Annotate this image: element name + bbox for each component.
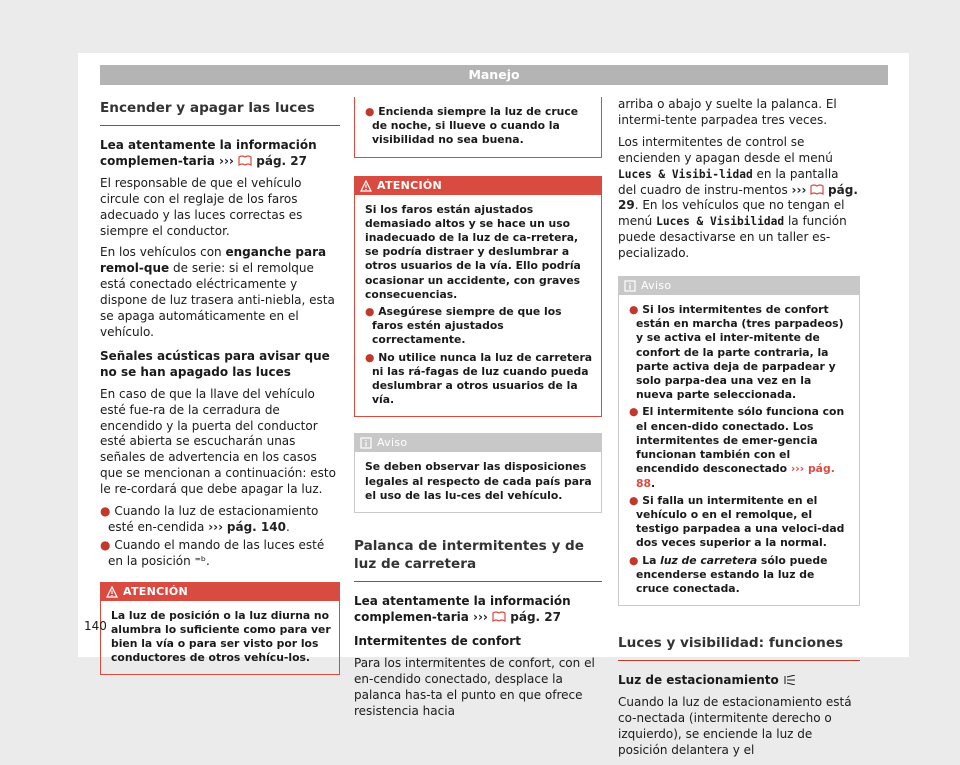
page-link[interactable]: pág. 27 xyxy=(510,609,561,624)
warning-text: Si los faros están ajustados demasiado altos y se hace un uso inadecuado de la luz de ca-rretera, se podría distraer y deslumbrar a otros usuarios de la vía. Ello podría ocasionar un accidente, con graves consecuencias. xyxy=(365,202,581,301)
page-link[interactable]: pág. 88 xyxy=(636,462,835,490)
page-link[interactable]: pág. 27 xyxy=(256,153,307,168)
manual-page xyxy=(78,53,909,757)
info-icon xyxy=(624,280,636,292)
book-icon xyxy=(810,184,824,195)
info-icon xyxy=(360,437,372,449)
chapter-header: Manejo xyxy=(100,65,888,85)
warning-box-continued xyxy=(354,97,602,158)
page-link[interactable]: pág. 29 xyxy=(618,182,858,213)
subheading: Señales acústicas para avisar que no se han apagado las luces xyxy=(100,348,330,379)
lead-reference: Lea atentamente la información complemen-taria ››› pág. 27 xyxy=(100,138,317,168)
column-middle xyxy=(354,89,602,725)
list-item: ● No utilice nunca la luz de carretera ni las rá-fagas de luz cuando pueda deslumbrar a otros usuarios de la vía. xyxy=(365,350,593,407)
warning-heading: ATENCIÓN xyxy=(377,178,443,192)
note-text: Se deben observar las disposiciones legales al respecto de cada país para el uso de las lu-ces del vehículo. xyxy=(365,460,592,502)
note-box xyxy=(354,433,602,513)
note-heading: Aviso xyxy=(641,279,672,293)
section-title-lights: Encender y apagar las luces xyxy=(100,89,340,126)
book-icon xyxy=(238,155,252,166)
note-box xyxy=(618,276,860,606)
paragraph: Los intermitentes de control se encienden y apagan desde el menú Luces & Visibi-lidad en la pantalla del cuadro de instru-mentos ››› pág. 29. En los vehículos que no tengan el menú Luces & Visibilidad la función puede desactivarse en un taller es-pecializado. xyxy=(618,134,858,261)
list-item: ● Cuando la luz de estacionamiento esté en-cendida ››› pág. 140. xyxy=(100,504,319,534)
column-left xyxy=(100,89,340,675)
paragraph: Cuando la luz de estacionamiento está co-nectada (intermitente derecho o izquierdo), se enciende la luz de posición delantera y el xyxy=(618,695,852,757)
note-heading: Aviso xyxy=(377,436,408,450)
side-light-icon: ⁼ᵇ xyxy=(194,553,207,568)
page-link[interactable]: pág. 140 xyxy=(226,519,286,534)
warning-box xyxy=(354,176,602,418)
list-item: ● Cuando el mando de las luces esté en la posición ⁼ᵇ. xyxy=(100,537,325,568)
list-item: ● Si los intermitentes de confort están en marcha (tres parpadeos) y se activa el inter-mitente de confort de la parte contraria, la parte activa deja de parpadear y solo parpa-dea una vez en la nueva parte seleccionada. xyxy=(629,303,844,402)
list-item: ● Asegúrese siempre de que los faros estén ajustados correctamente. xyxy=(365,305,562,347)
section-title-turn-signal: Palanca de intermitentes y de luz de carretera xyxy=(354,527,602,582)
list-item: ● El intermitente sólo funciona con el encen-dido conectado. Los intermitentes de emer-gencia funcionan también con el encendido desconectado ››› pág. 88. xyxy=(629,405,845,490)
page-number: 140 xyxy=(84,619,107,633)
lead-reference: Lea atentamente la información complemen-taria ››› pág. 27 xyxy=(354,594,571,624)
paragraph: En caso de que la llave del vehículo esté fue-ra de la cerradura de encendido y la puerta del conductor esté abierta se escucharán unas señales de advertencia en los casos que se mencionan a continuación: esto le re-cordará que debe apagar la luz. xyxy=(100,386,336,497)
paragraph: Para los intermitentes de confort, con el en-cendido conectado, desplace la palanca has-ta el punto en que ofrece resistencia hacia xyxy=(354,655,595,718)
book-icon xyxy=(492,611,506,622)
section-title-visibility: Luces y visibilidad: funciones xyxy=(618,624,860,661)
paragraph: En los vehículos con enganche para remol-que de serie: si el remolque está conectado eléctricamente y dispone de luz trasera anti-niebla, esta se apaga automáticamente en el vehículo. xyxy=(100,245,335,339)
column-right xyxy=(618,89,860,765)
warning-icon xyxy=(106,586,118,598)
warning-box xyxy=(100,582,340,676)
subheading: Luz de estacionamiento xyxy=(618,673,860,689)
subheading: Intermitentes de confort xyxy=(354,633,521,648)
parking-light-icon xyxy=(783,675,797,685)
warning-text: La luz de posición o la luz diurna no alumbra lo suficiente como para ver bien la vía o para ser visto por los conductores de otros vehícu-los. xyxy=(111,608,331,665)
list-item: ● Encienda siempre la luz de cruce de noche, si llueve o cuando la visibilidad no sea buena. xyxy=(365,105,579,147)
warning-icon xyxy=(360,180,372,192)
menu-name: Luces & Visibilidad xyxy=(656,215,785,229)
list-item: ● La luz de carretera sólo puede encenderse estando la luz de cruce conectada. xyxy=(629,553,828,595)
paragraph: El responsable de que el vehículo circule con el reglaje de los faros adecuado y las luces correctas es siempre el conductor. xyxy=(100,175,303,238)
paragraph: arriba o abajo y suelte la palanca. El intermi-tente parpadea tres veces. xyxy=(618,97,837,127)
warning-heading: ATENCIÓN xyxy=(123,584,189,598)
list-item: ● Si falla un intermitente en el vehículo o en el remolque, el testigo parpadea a una veloci-dad dos veces superior a la normal. xyxy=(629,493,845,550)
menu-name: Luces & Visibi-lidad xyxy=(618,167,753,181)
